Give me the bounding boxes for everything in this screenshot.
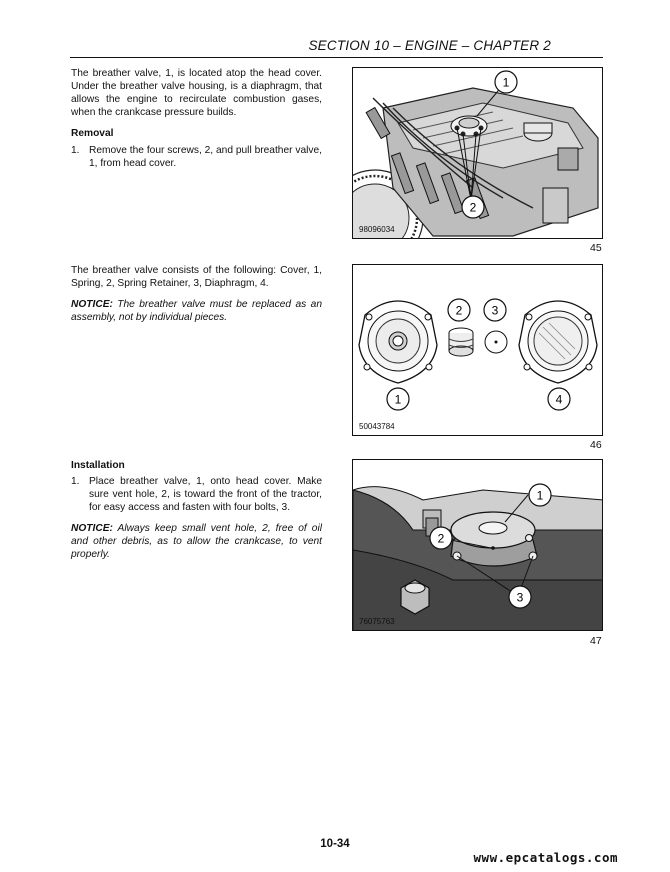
- notice-assembly: [71, 298, 322, 324]
- notice-text: The breather valve must be replaced as an assembly, not by individual pieces.: [71, 299, 322, 323]
- installation-heading: Installation: [71, 460, 125, 471]
- figure-code: 76075763: [359, 617, 395, 626]
- figure-breather-installed: [352, 459, 603, 631]
- page-number: 10-34: [320, 838, 350, 850]
- components-paragraph: The breather valve consists of the following: Cover, 1, Spring, 2, Spring Retainer, 3, Diaphragm, 4.: [71, 265, 322, 289]
- notice-label: NOTICE:: [71, 523, 113, 534]
- figure-breather-parts: [352, 264, 603, 436]
- parts-illustration: [353, 265, 603, 436]
- callout-2: 2: [455, 303, 463, 318]
- callout-3: 3: [491, 303, 499, 318]
- figure-code: 50043784: [359, 422, 395, 431]
- section-components: [71, 264, 322, 324]
- notice-label: NOTICE:: [71, 299, 113, 310]
- section-title: SECTION 10 – ENGINE – CHAPTER 2: [308, 38, 551, 53]
- callout-1: 1: [394, 392, 402, 407]
- callout-4: 4: [555, 392, 563, 407]
- step-number: 1.: [71, 476, 80, 487]
- section-removal: [71, 67, 322, 170]
- section-installation: [71, 459, 322, 561]
- engine-illustration: [353, 68, 603, 239]
- figure-number: 47: [590, 635, 602, 647]
- callout-1: 1: [536, 488, 544, 503]
- step-text: Place breather valve, 1, onto head cover. Make sure vent hole, 2, is toward the front of the tractor, for easy access and fasten with four bolts, 3.: [89, 476, 322, 513]
- step-number: 1.: [71, 145, 80, 156]
- figure-engine-head-cover: [352, 67, 603, 239]
- installation-step: [71, 475, 322, 514]
- callout-2: 2: [437, 531, 445, 546]
- callout-3: 3: [516, 590, 524, 605]
- removal-step: [71, 144, 322, 170]
- removal-heading: Removal: [71, 128, 114, 139]
- step-text: Remove the four screws, 2, and pull breather valve, 1, from head cover.: [89, 145, 322, 169]
- figure-number: 46: [590, 439, 602, 451]
- notice-vent-hole: [71, 522, 322, 561]
- callout-2: 2: [469, 200, 477, 215]
- notice-text: Always keep small vent hole, 2, free of oil and other debris, as to allow the crankcase, to vent properly.: [71, 523, 322, 560]
- callout-1: 1: [502, 75, 510, 90]
- intro-paragraph: The breather valve, 1, is located atop the head cover. Under the breather valve housing, is a diaphragm, that allows the engine to recirculate combustion gases, when the crankcase pressure builds.: [71, 68, 322, 118]
- installed-illustration: [353, 460, 603, 631]
- page-header: [70, 36, 603, 58]
- watermark: www.epcatalogs.com: [473, 850, 618, 865]
- figure-code: 98096034: [359, 225, 395, 234]
- figure-number: 45: [590, 242, 602, 254]
